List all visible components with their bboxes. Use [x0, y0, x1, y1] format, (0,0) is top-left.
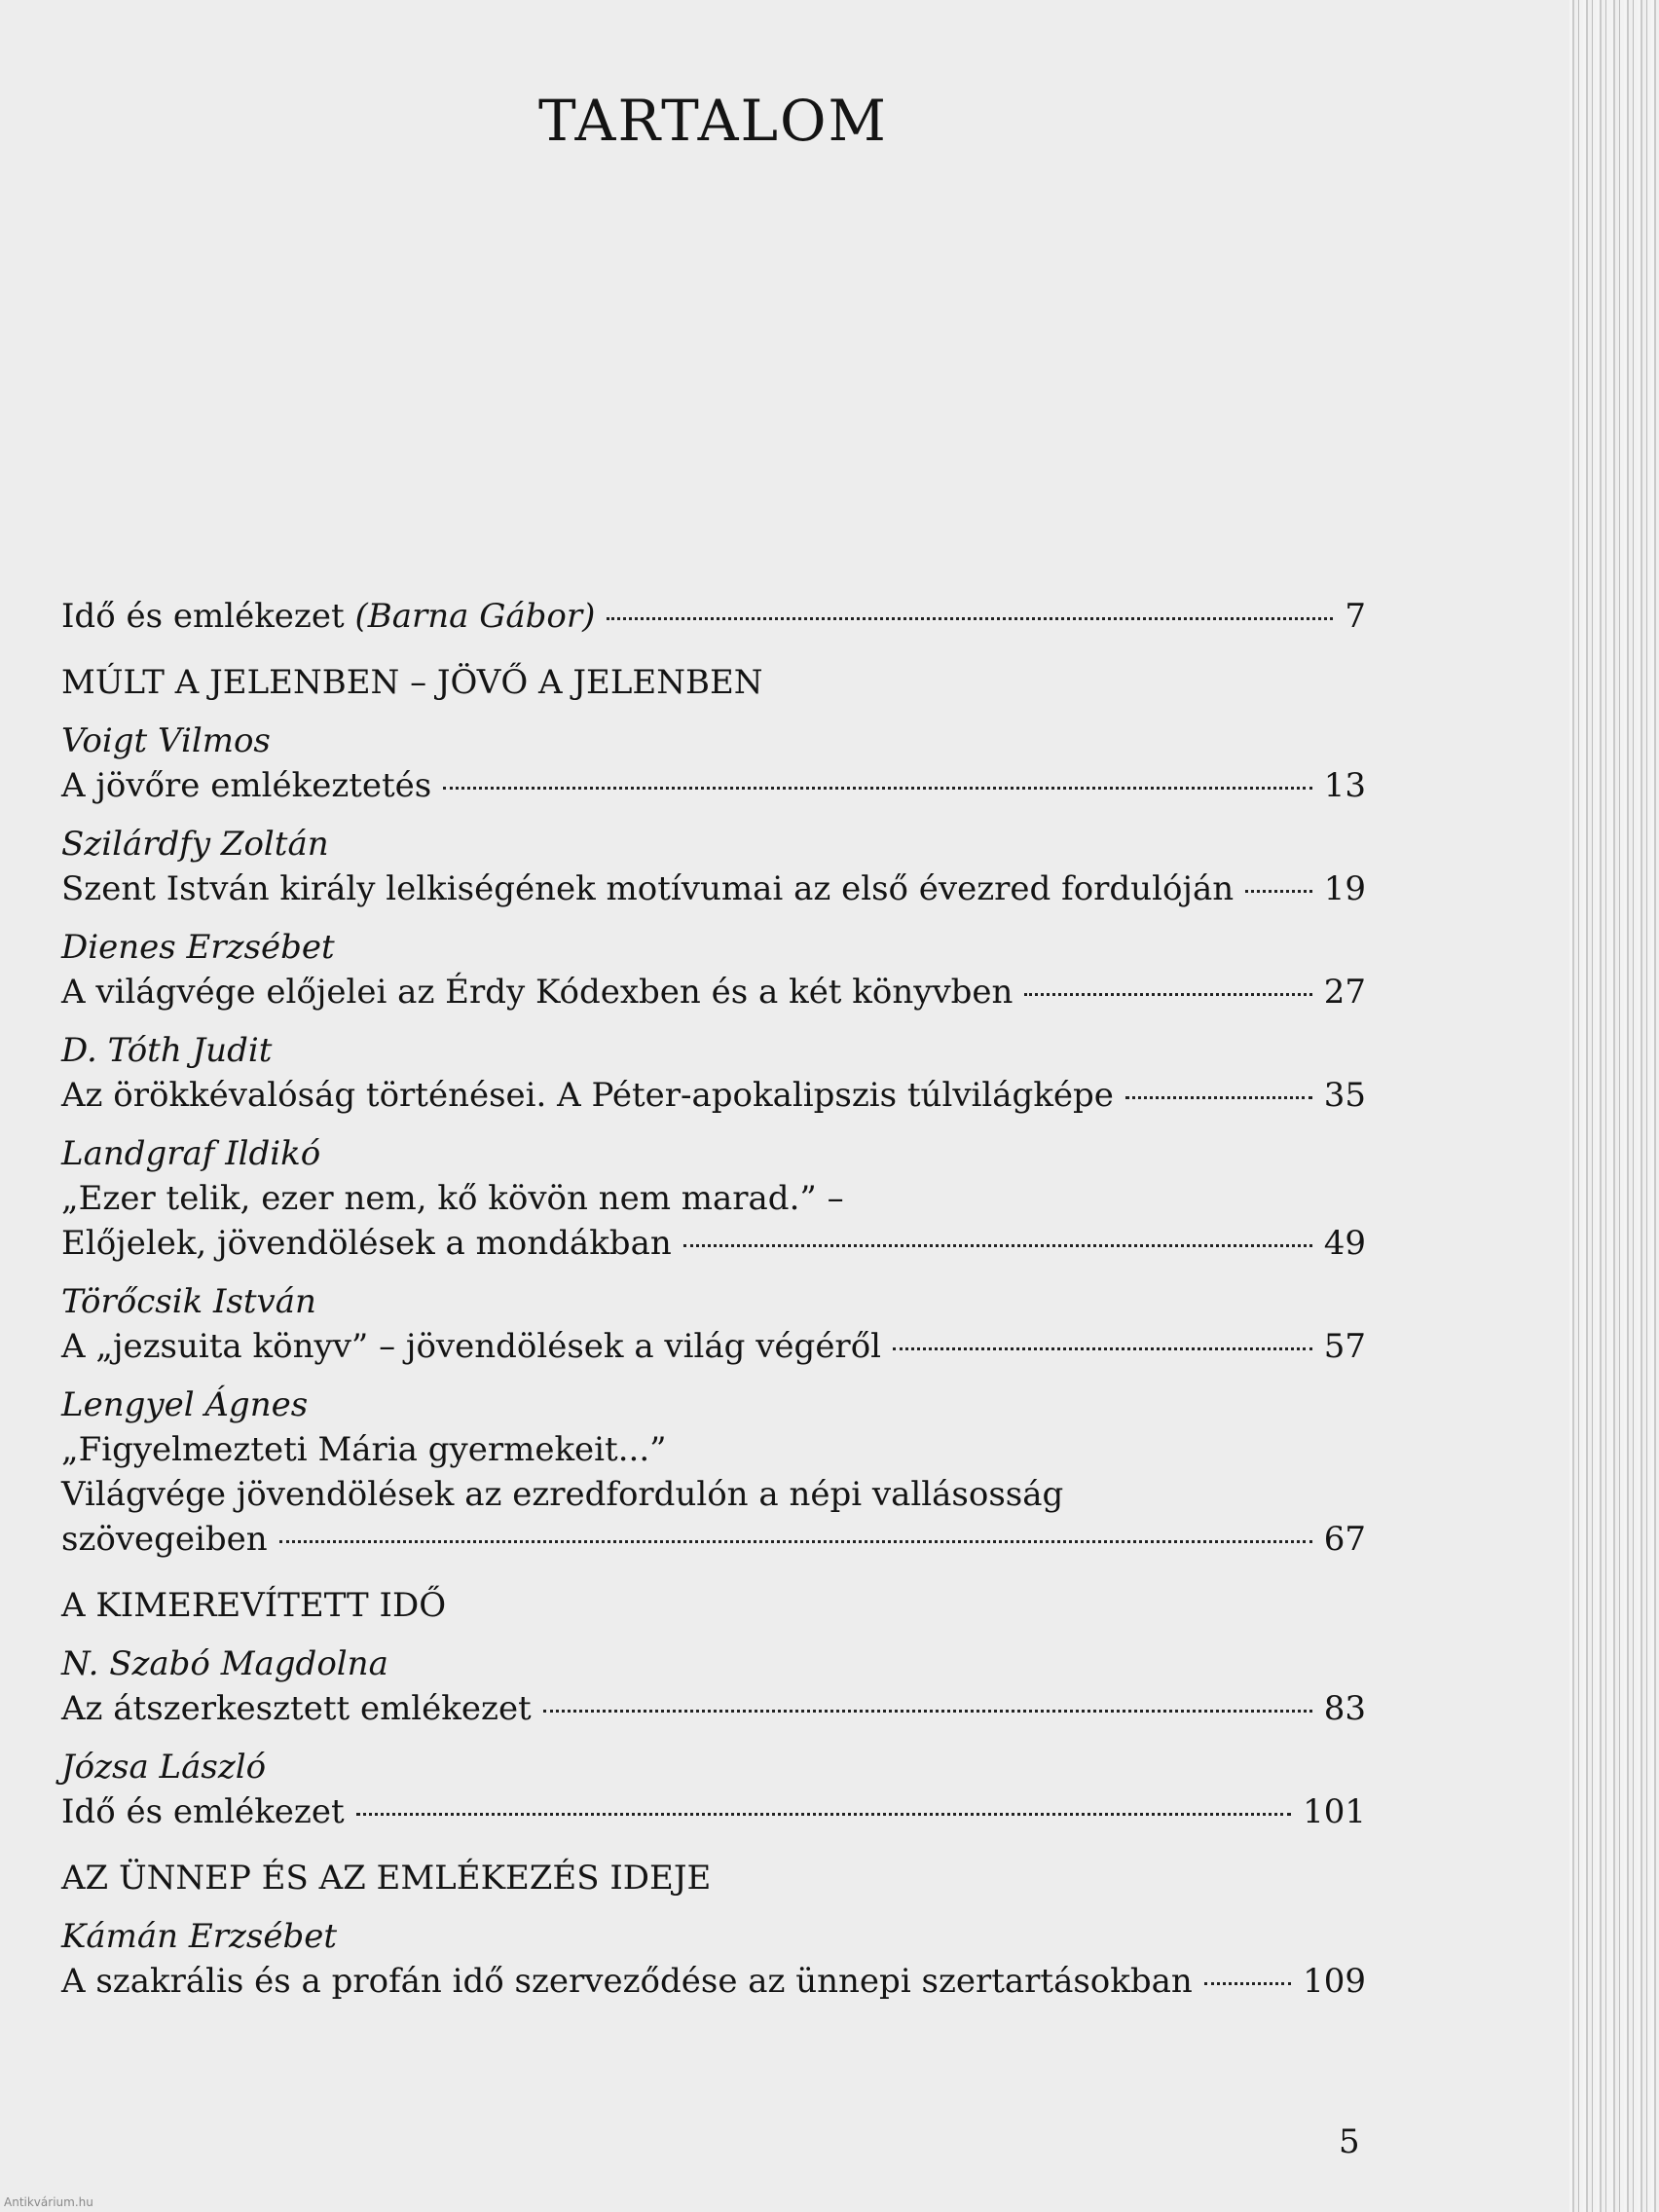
author: Landgraf Ildikó	[61, 1134, 321, 1173]
leader-dots	[1024, 993, 1311, 996]
toc-entry-title: Idő és emlékezet (Barna Gábor)	[61, 597, 596, 636]
leader-dots	[1245, 890, 1312, 893]
page-number: 49	[1323, 1224, 1366, 1263]
section-heading: A KIMEREVÍTETT IDŐ	[61, 1586, 447, 1625]
leader-dots	[683, 1244, 1312, 1247]
toc-entry-title: Előjelek, jövendölések a mondákban	[61, 1224, 672, 1263]
toc-entry-title: szövegeiben	[61, 1520, 268, 1559]
toc-entry-title: A jövőre emlékeztetés	[61, 766, 432, 805]
page-number: 27	[1323, 973, 1366, 1012]
author: Szilárdfy Zoltán	[61, 825, 329, 864]
page-folio: 5	[1339, 2122, 1360, 2161]
table-of-contents	[61, 594, 1366, 2004]
page-number: 35	[1323, 1076, 1366, 1115]
leader-dots	[443, 787, 1311, 790]
author: Törőcsik István	[61, 1282, 316, 1321]
page-number: 7	[1345, 597, 1366, 636]
page-number: 83	[1323, 1689, 1366, 1728]
author: D. Tóth Judit	[61, 1031, 273, 1070]
toc-entry	[61, 1789, 1366, 1834]
author: Józsa László	[61, 1748, 267, 1787]
page-number: 67	[1323, 1520, 1366, 1559]
toc-entry	[61, 1959, 1366, 2004]
section-heading: AZ ÜNNEP ÉS AZ EMLÉKEZÉS IDEJE	[61, 1859, 712, 1898]
leader-dots	[607, 617, 1333, 620]
leader-dots	[1204, 1982, 1291, 1985]
toc-entry-title: Idő és emlékezet	[61, 1792, 345, 1831]
page-number: 57	[1323, 1327, 1366, 1366]
leader-dots	[893, 1347, 1312, 1350]
page-number: 101	[1303, 1792, 1366, 1831]
toc-entry	[61, 1686, 1366, 1731]
toc-entry-title: Az örökkévalóság történései. A Péter-apokalipszis túlvilágképe	[61, 1076, 1114, 1115]
toc-entry-title-line: Világvége jövendölések az ezredfordulón a népi vallásosság	[61, 1475, 1064, 1514]
toc-entry-title-line: „Figyelmezteti Mária gyermekeit...”	[61, 1430, 667, 1469]
leader-dots	[279, 1540, 1312, 1543]
leader-dots	[1125, 1096, 1312, 1099]
section-heading: MÚLT A JELENBEN – JÖVŐ A JELENBEN	[61, 663, 763, 702]
toc-entry-title: Az átszerkesztett emlékezet	[61, 1689, 532, 1728]
page-number: 109	[1303, 1962, 1366, 2001]
leader-dots	[356, 1813, 1291, 1816]
toc-entry	[61, 866, 1366, 911]
toc-entry-title: Szent István király lelkiségének motívumai az első évezred fordulóján	[61, 869, 1235, 908]
page-number: 13	[1323, 766, 1366, 805]
page-edges	[1569, 0, 1659, 2212]
toc-entry-title: A világvége előjelei az Érdy Kódexben és a két könyvben	[61, 973, 1014, 1012]
toc-entry	[61, 1517, 1366, 1562]
page-number: 19	[1323, 869, 1366, 908]
leader-dots	[543, 1710, 1312, 1713]
author: Lengyel Ágnes	[61, 1385, 309, 1424]
toc-entry-title: A „jezsuita könyv” – jövendölések a világ végéről	[61, 1327, 882, 1366]
author: Voigt Vilmos	[61, 721, 271, 760]
page-title: TARTALOM	[538, 88, 888, 154]
author: Kámán Erzsébet	[61, 1917, 337, 1956]
watermark: Antikvárium.hu	[4, 2195, 93, 2209]
toc-entry	[61, 1221, 1366, 1266]
toc-entry-title-line: „Ezer telik, ezer nem, kő kövön nem marad.” –	[61, 1179, 844, 1218]
toc-entry	[61, 594, 1366, 639]
toc-entry	[61, 1073, 1366, 1118]
toc-entry-title: A szakrális és a profán idő szerveződése az ünnepi szertartásokban	[61, 1962, 1193, 2001]
author: N. Szabó Magdolna	[61, 1644, 388, 1683]
author: Dienes Erzsébet	[61, 928, 335, 967]
toc-entry	[61, 763, 1366, 808]
toc-entry	[61, 1324, 1366, 1369]
toc-entry	[61, 970, 1366, 1014]
